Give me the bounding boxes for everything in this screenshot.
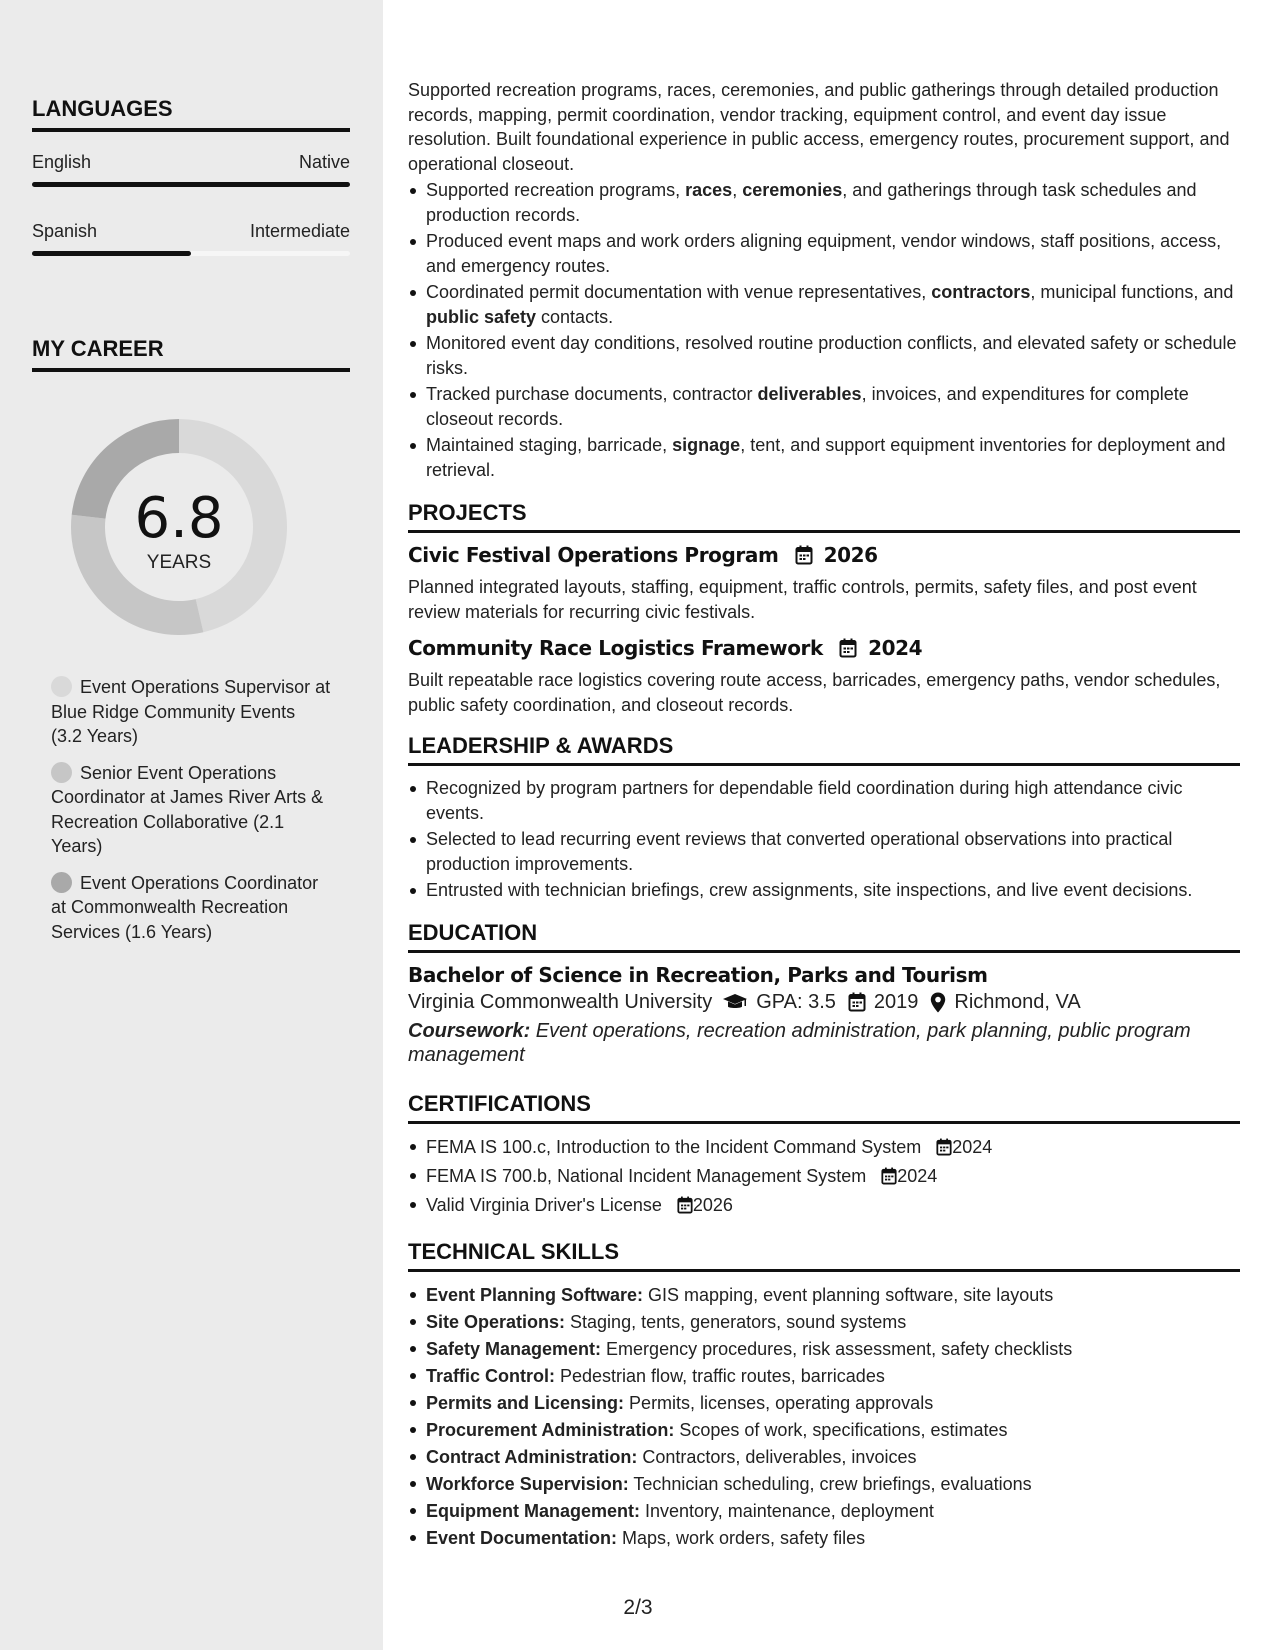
leadership-title: LEADERSHIP & AWARDS bbox=[408, 733, 1240, 766]
project-year: 2026 bbox=[823, 543, 878, 567]
experience-bullet: Produced event maps and work orders aligning equipment, vendor windows, staff positions, access, and emergency routes. bbox=[408, 229, 1240, 278]
project-year: 2024 bbox=[868, 636, 923, 660]
skill-item: Equipment Management: Inventory, maintenance, deployment bbox=[408, 1498, 1240, 1525]
skill-item: Site Operations: Staging, tents, generators, sound systems bbox=[408, 1309, 1240, 1336]
skill-item: Safety Management: Emergency procedures, risk assessment, safety checklists bbox=[408, 1336, 1240, 1363]
calendar-icon bbox=[848, 992, 866, 1012]
leadership-bullet: Selected to lead recurring event reviews that converted operational observations into practical production improvements. bbox=[408, 827, 1240, 876]
skills-section bbox=[408, 1239, 1240, 1552]
calendar-icon bbox=[881, 1166, 897, 1192]
career-title: MY CAREER bbox=[32, 336, 350, 372]
language-item bbox=[32, 152, 350, 187]
skill-item: Contract Administration: Contractors, deliverables, invoices bbox=[408, 1444, 1240, 1471]
skill-item: Permits and Licensing: Permits, licenses, operating approvals bbox=[408, 1390, 1240, 1417]
legend-dot bbox=[51, 872, 72, 893]
certifications-section bbox=[408, 1091, 1240, 1221]
language-name: English bbox=[32, 152, 92, 172]
certification-year: 2026 bbox=[692, 1194, 733, 1215]
leadership-bullet: Entrusted with technician briefings, crew assignments, site inspections, and live event decisions. bbox=[408, 878, 1240, 903]
experience-bullet: Maintained staging, barricade, signage, tent, and support equipment inventories for deployment and retrieval. bbox=[408, 433, 1240, 482]
leadership-section bbox=[408, 733, 1240, 903]
career-item bbox=[51, 675, 331, 749]
graduation-cap-icon bbox=[722, 993, 748, 1011]
legend-dot bbox=[51, 762, 72, 783]
project-description: Built repeatable race logistics covering route access, barricades, emergency paths, vendor schedules, public safety coordination, and closeout records. bbox=[408, 670, 1221, 715]
language-bar-fill bbox=[32, 182, 350, 187]
career-item-text: Event Operations Coordinator at Commonwealth Recreation Services (1.6 Years) bbox=[51, 872, 319, 942]
skills-title: TECHNICAL SKILLS bbox=[408, 1239, 1240, 1272]
project-description: Planned integrated layouts, staffing, equipment, traffic controls, permits, safety files, and post event review materials for recurring civic festivals. bbox=[408, 577, 1197, 622]
skills-list bbox=[408, 1282, 1240, 1552]
certification-item bbox=[408, 1163, 1240, 1192]
calendar-icon bbox=[936, 1137, 952, 1163]
certification-item bbox=[408, 1192, 1240, 1221]
projects-section bbox=[408, 500, 1240, 717]
certification-name: FEMA IS 100.c, Introduction to the Incident Command System bbox=[426, 1136, 922, 1157]
page-number: 2/3 bbox=[623, 1596, 653, 1619]
experience-bullet: Monitored event day conditions, resolved routine production conflicts, and elevated safety or schedule risks. bbox=[408, 331, 1240, 380]
experience-bullet: Tracked purchase documents, contractor deliverables, invoices, and expenditures for complete closeout records. bbox=[408, 382, 1240, 431]
certification-name: FEMA IS 700.b, National Incident Management System bbox=[426, 1165, 867, 1186]
career-list bbox=[51, 675, 331, 944]
skill-item: Workforce Supervision: Technician scheduling, crew briefings, evaluations bbox=[408, 1471, 1240, 1498]
leadership-bullet: Recognized by program partners for dependable field coordination during high attendance civic events. bbox=[408, 776, 1240, 825]
location: Richmond, VA bbox=[954, 990, 1081, 1013]
certification-name: Valid Virginia Driver's License bbox=[426, 1194, 662, 1215]
coursework-label: Coursework: bbox=[408, 1019, 531, 1042]
career-section bbox=[32, 336, 350, 372]
skill-item: Event Planning Software: GIS mapping, event planning software, site layouts bbox=[408, 1282, 1240, 1309]
coursework bbox=[408, 1019, 1240, 1067]
sidebar bbox=[0, 0, 383, 1650]
career-item bbox=[51, 871, 331, 945]
career-total-years: 6.8 bbox=[134, 486, 224, 551]
education-section bbox=[408, 920, 1240, 1067]
career-item-text: Event Operations Supervisor at Blue Ridge Community Events (3.2 Years) bbox=[51, 677, 331, 746]
school: Virginia Commonwealth University bbox=[408, 990, 713, 1013]
languages-section bbox=[32, 96, 350, 256]
degree: Bachelor of Science in Recreation, Parks and Tourism bbox=[408, 962, 988, 987]
skill-item: Traffic Control: Pedestrian flow, traffic routes, barricades bbox=[408, 1363, 1240, 1390]
leadership-list bbox=[408, 776, 1240, 903]
location-pin-icon bbox=[930, 992, 946, 1013]
language-bar-fill bbox=[32, 251, 191, 256]
project-name: Civic Festival Operations Program bbox=[408, 543, 779, 567]
career-item-text: Senior Event Operations Coordinator at James River Arts & Recreation Collaborative (2.1 Years) bbox=[51, 762, 324, 856]
legend-dot bbox=[51, 676, 72, 697]
calendar-icon bbox=[839, 638, 857, 663]
calendar-icon bbox=[677, 1195, 693, 1221]
experience-section bbox=[408, 78, 1240, 482]
experience-bullet: Coordinated permit documentation with venue representatives, contractors, municipal functions, and public safety contacts. bbox=[408, 280, 1240, 329]
coursework-text: Event operations, recreation administration, park planning, public program management bbox=[408, 1019, 1191, 1066]
projects-title: PROJECTS bbox=[408, 500, 1240, 533]
experience-bullet: Supported recreation programs, races, ceremonies, and gatherings through task schedules and production records. bbox=[408, 178, 1240, 227]
certification-year: 2024 bbox=[952, 1136, 993, 1157]
career-donut-chart bbox=[66, 414, 292, 640]
career-total-unit: YEARS bbox=[146, 552, 212, 573]
certifications-list bbox=[408, 1134, 1240, 1221]
language-level: Native bbox=[298, 152, 350, 172]
language-bar bbox=[32, 182, 350, 187]
certifications-title: CERTIFICATIONS bbox=[408, 1091, 1240, 1124]
language-item bbox=[32, 221, 350, 256]
certification-year: 2024 bbox=[897, 1165, 938, 1186]
language-bar bbox=[32, 251, 350, 256]
education-title: EDUCATION bbox=[408, 920, 1240, 953]
gpa: GPA: 3.5 bbox=[756, 990, 836, 1013]
skill-item: Event Documentation: Maps, work orders, safety files bbox=[408, 1525, 1240, 1552]
career-item bbox=[51, 761, 331, 859]
languages-title: LANGUAGES bbox=[32, 96, 350, 132]
graduation-year: 2019 bbox=[873, 990, 919, 1013]
experience-summary: Supported recreation programs, races, ceremonies, and public gatherings through detailed production records, mapping, permit coordination, vendor tracking, equipment control, and event day issue resolution. Built foundational experience in public access, emergency routes, procurement support, and operational closeout. bbox=[408, 80, 1230, 174]
skill-item: Procurement Administration: Scopes of work, specifications, estimates bbox=[408, 1417, 1240, 1444]
calendar-icon bbox=[795, 545, 813, 570]
project-name: Community Race Logistics Framework bbox=[408, 636, 823, 660]
language-name: Spanish bbox=[32, 221, 98, 241]
certification-item bbox=[408, 1134, 1240, 1163]
project-item bbox=[408, 636, 1240, 717]
main-content bbox=[408, 78, 1240, 1552]
experience-bullets bbox=[408, 178, 1240, 482]
project-item bbox=[408, 543, 1240, 624]
education-meta bbox=[408, 991, 1240, 1014]
language-level: Intermediate bbox=[249, 221, 350, 241]
